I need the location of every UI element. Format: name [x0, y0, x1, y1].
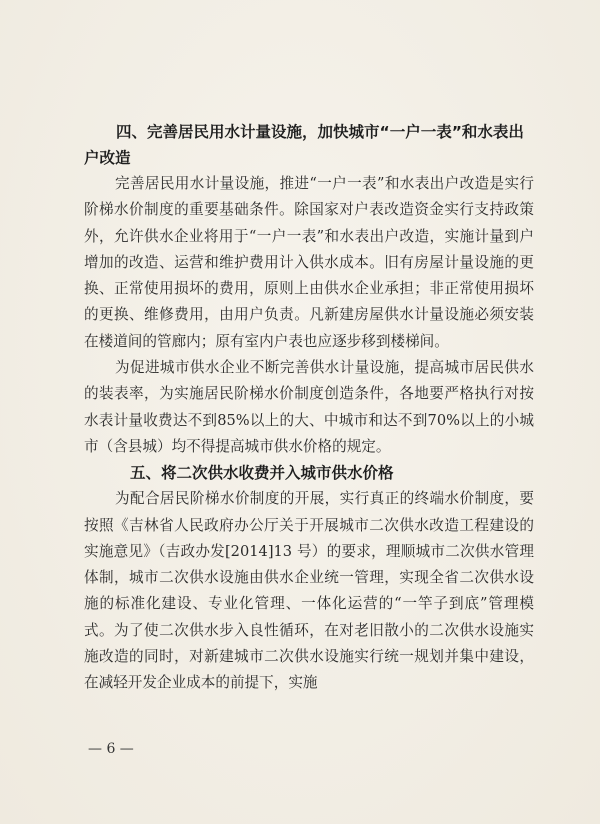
document-body [84, 119, 534, 697]
section-5-heading: 五、将二次供水收费并入城市供水价格 [130, 464, 394, 483]
section-5-paragraph-1: 为配合居民阶梯水价制度的开展，实行真正的终端水价制度，要按照《吉林省人民政府办公厅关于开展城市二次供水改造工程建设的实施意见》（吉政办发[2014]13 号）的要求，理顺城市二次供水管理体制，城市二次供水设施由供水企业统一管理，实现全省二次供水设施的标准化建设、专业化管理、一体化运营的“一竿子到底”管理模式。为了使二次供水步入良性循环，在对老旧散小的二次供水设施实施改造的同时，对新建城市二次供水设施实行统一规划并集中建设，在减轻开发企业成本的前提下，实施 [84, 490, 534, 692]
section-4-heading: 四、完善居民用水计量设施，加快城市“一户一表”和水表出户改造 [84, 123, 524, 167]
section-4-paragraph-1: 完善居民用水计量设施，推进“一户一表”和水表出户改造是实行阶梯水价制度的重要基础条件。除国家对户表改造资金实行支持政策外，允许供水企业将用于“一户一表”和水表出户改造，实施计量到户增加的改造、运营和维护费用计入供水成本。旧有房屋计量设施的更换、正常使用损坏的费用，原则上由供水企业承担；非正常使用损坏的更换、维修费用，由用户负责。凡新建房屋供水计量设施必须安装在楼道间的管廊内；原有室内户表也应逐步移到楼梯间。 [84, 175, 534, 350]
section-4-paragraph-2: 为促进城市供水企业不断完善供水计量设施，提高城市居民供水的装表率，为实施居民阶梯水价制度创造条件，各地要严格执行对按水表计量收费达不到85%以上的大、中城市和达不到70%以上的小城市（含县城）均不得提高城市供水价格的规定。 [84, 359, 534, 455]
page-number: — 6 — [88, 741, 134, 757]
